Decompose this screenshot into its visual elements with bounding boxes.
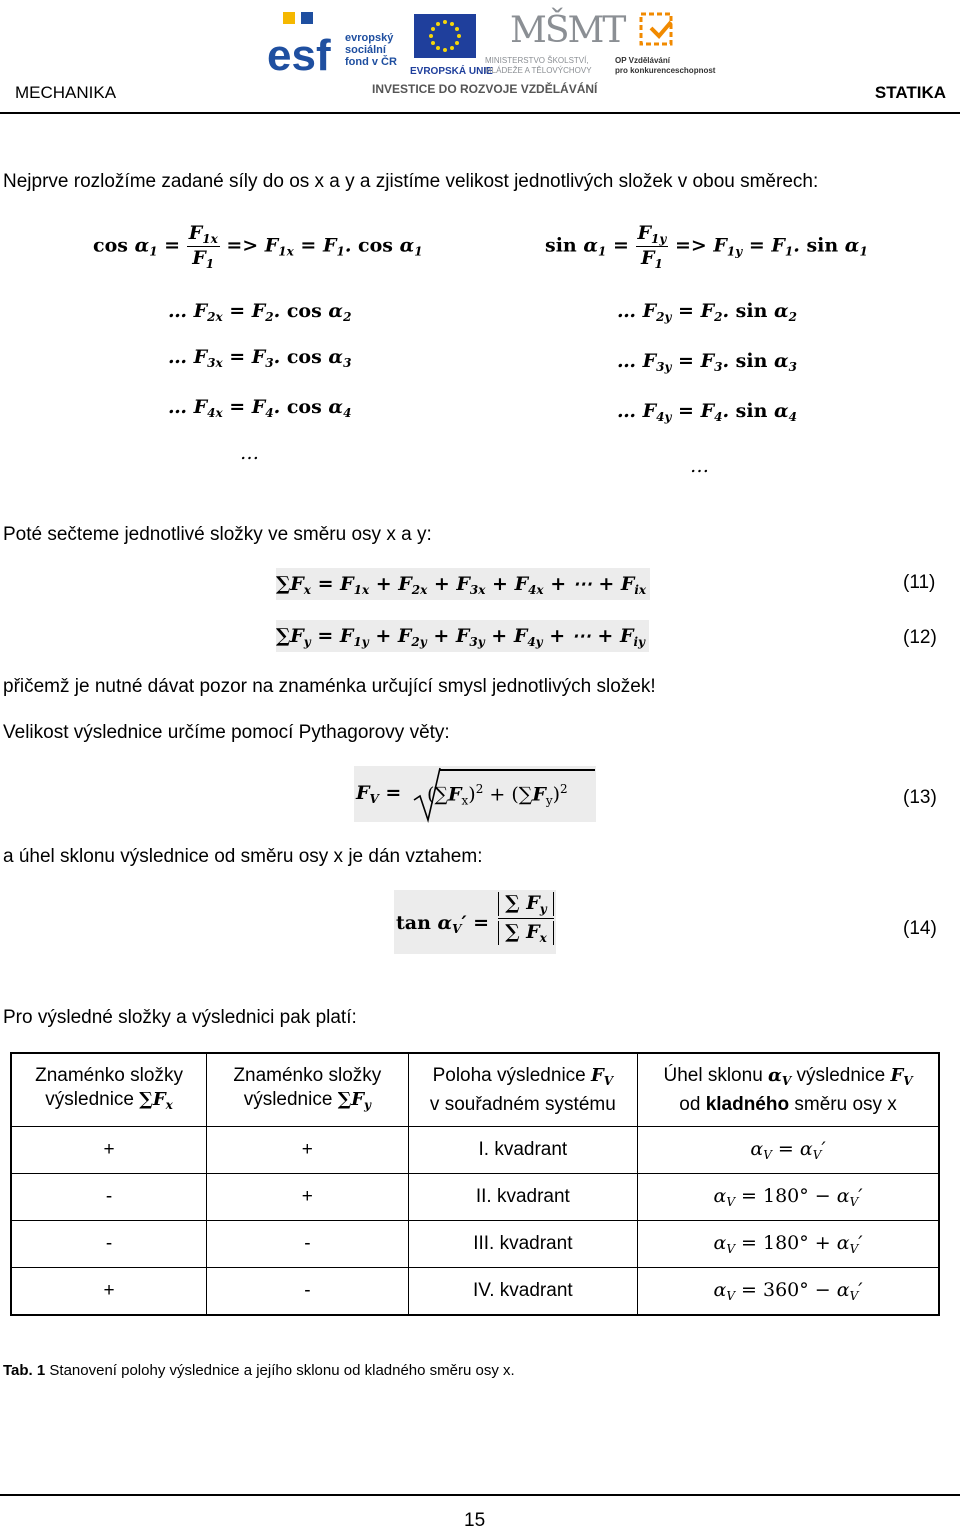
row4-sign-x: +	[11, 1268, 207, 1316]
header-angle: Úhel sklonu $\alpha_V$ výslednice $F_V$ od kladného směru osy x	[638, 1053, 939, 1127]
footer-rule	[0, 1494, 960, 1496]
table-header-row	[11, 1053, 939, 1127]
magnitude-intro: Velikost výslednice určíme pomocí Pythagorovy věty:	[3, 722, 450, 743]
row4-quadrant: IV. kvadrant	[408, 1268, 637, 1316]
row4-angle: $\alpha_V = 360^\circ - \alpha_V'$	[638, 1268, 939, 1316]
eq-f2x: … $F_{2x} = F_2$. $\cos \alpha_2$	[168, 300, 352, 324]
msmt-mark-icon: MŠMT	[510, 10, 625, 51]
ellipsis-left: …	[240, 442, 259, 464]
eq-cos-alpha1: $\cos \alpha_1$ = $\frac{F_{1x}}{F_1}$ => $F_{1x} = F_1$. $\cos \alpha_1$	[93, 222, 423, 271]
caption-text: Stanovení polohy výslednice a jejího sklonu od kladného směru osy x.	[45, 1362, 515, 1379]
banner-text: INVESTICE DO ROZVOJE VZDĚLÁVÁNÍ	[372, 82, 598, 96]
row3-angle: $\alpha_V = 180^\circ + \alpha_V'$	[638, 1221, 939, 1268]
row2-sign-y: +	[207, 1174, 409, 1221]
ellipsis-right: …	[690, 455, 709, 477]
sum-intro: Poté sečteme jednotlivé složky ve směru osy x a y:	[3, 524, 432, 545]
eq-tan-alpha: $\tan \alpha_V'$ = ∑ $F_y$ ∑ $F_x$	[394, 890, 556, 954]
header-position: Poloha výslednice $F_V$ v souřadném systému	[408, 1053, 637, 1127]
caption-label: Tab. 1	[3, 1362, 46, 1379]
header-left: MECHANIKA	[15, 83, 117, 102]
header-sign-x: Znaménko složky výslednice $\sum F_x$	[11, 1053, 207, 1127]
row1-quadrant: I. kvadrant	[408, 1127, 637, 1174]
eu-label: EVROPSKÁ UNIE	[410, 66, 493, 77]
eq-number-12: (12)	[903, 627, 937, 648]
header-logos	[260, 8, 720, 98]
eq-number-13: (13)	[903, 787, 937, 808]
eu-flag-icon	[414, 14, 476, 58]
row1-angle: $\alpha_V = \alpha_V'$	[638, 1127, 939, 1174]
header-rule	[0, 112, 960, 114]
table-row	[11, 1221, 939, 1268]
esf-line-2: sociální	[345, 44, 386, 56]
op-mark-icon	[637, 10, 681, 54]
eq-f3x: … $F_{3x} = F_3$. $\cos \alpha_3$	[168, 346, 352, 370]
row4-sign-y: -	[207, 1268, 409, 1316]
esf-mark-icon	[265, 10, 343, 78]
op-line-2: pro konkurenceschopnost	[615, 66, 716, 75]
msmt-logo	[485, 8, 625, 80]
row2-angle: $\alpha_V = 180^\circ - \alpha_V'$	[638, 1174, 939, 1221]
eq-f3y: … $F_{3y} = F_3$. $\sin \alpha_3$	[617, 350, 798, 374]
row3-sign-x: -	[11, 1221, 207, 1268]
intro-paragraph: Nejprve rozložíme zadané síly do os x a y a zjistíme velikost jednotlivých složek v obou směrech:	[3, 171, 819, 192]
esf-line-3: fond v ČR	[345, 56, 397, 68]
eq-sum-fx: $\sum F_x = F_{1x} + F_{2x} + F_{3x} + F_{4x}$ + ⋯ + $F_{ix}$	[276, 568, 650, 600]
angle-intro: a úhel sklonu výslednice od směru osy x je dán vztahem:	[3, 846, 483, 867]
eq-resultant-magnitude: $F_V$ = $(\sum F_x)^2 + (\sum F_y)^2$	[354, 766, 596, 822]
svg-text:esf: esf	[267, 31, 331, 78]
eq-f2y: … $F_{2y} = F_2$. $\sin \alpha_2$	[617, 300, 798, 324]
op-line-1: OP Vzdělávání	[615, 56, 670, 65]
table-caption	[3, 1362, 515, 1379]
eq-number-14: (14)	[903, 918, 937, 939]
row2-quadrant: II. kvadrant	[408, 1174, 637, 1221]
eq-f4y: … $F_{4y} = F_4$. $\sin \alpha_4$	[617, 400, 798, 424]
msmt-line-2: MLÁDEŽE A TĚLOVÝCHOVY	[485, 66, 592, 75]
op-logo	[615, 8, 715, 80]
eq-f4x: … $F_{4x} = F_4$. $\cos \alpha_4$	[168, 396, 352, 420]
table-row	[11, 1127, 939, 1174]
eq-number-11: (11)	[903, 572, 936, 593]
esf-line-1: evropský	[345, 32, 394, 44]
row3-quadrant: III. kvadrant	[408, 1221, 637, 1268]
eq-sum-fy: $\sum F_y = F_{1y} + F_{2y} + F_{3y} + F_{4y}$ + ⋯ + $F_{iy}$	[276, 620, 649, 652]
msmt-line-1: MINISTERSTVO ŠKOLSTVÍ,	[485, 56, 589, 65]
row2-sign-x: -	[11, 1174, 207, 1221]
eq-sin-alpha1: $\sin \alpha_1$ = $\frac{F_{1y}}{F_1}$ => $F_{1y} = F_1$. $\sin \alpha_1$	[545, 222, 868, 271]
table-row	[11, 1268, 939, 1316]
row1-sign-x: +	[11, 1127, 207, 1174]
header-right: STATIKA	[874, 83, 946, 102]
table-row	[11, 1174, 939, 1221]
page-number: 15	[464, 1510, 486, 1531]
row3-sign-y: -	[207, 1221, 409, 1268]
sign-note: přičemž je nutné dávat pozor na znaménka určující smysl jednotlivých složek!	[3, 676, 656, 697]
row1-sign-y: +	[207, 1127, 409, 1174]
header-sign-y: Znaménko složky výslednice $\sum F_y$	[207, 1053, 409, 1127]
resultant-table	[10, 1052, 940, 1316]
table-intro: Pro výsledné složky a výslednici pak platí:	[3, 1007, 357, 1028]
